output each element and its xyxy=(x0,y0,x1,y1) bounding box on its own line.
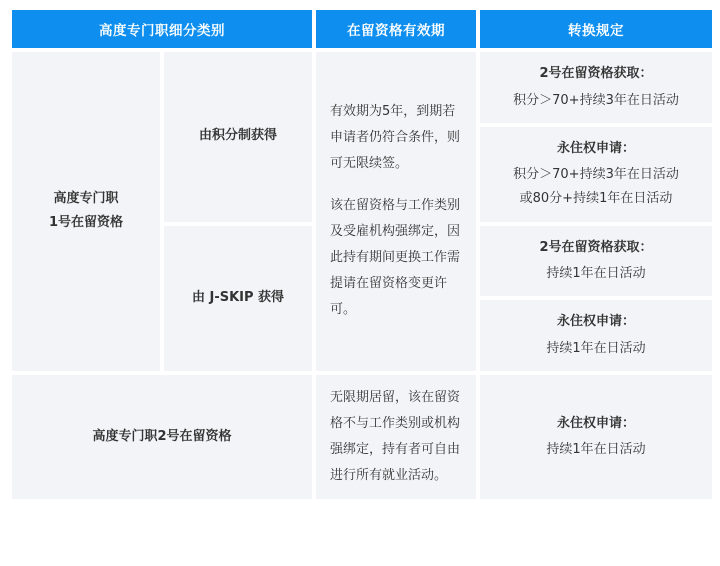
validity-paragraph-1: 有效期为5年，到期若申请者仍符合条件，则可无限续签。 xyxy=(330,104,461,172)
validity-cell-type2 xyxy=(316,375,476,499)
category-cell-type1 xyxy=(12,52,160,371)
category-label-type1-line1: 高度专门职 1号在留资格 xyxy=(48,190,124,231)
table-header-row xyxy=(12,10,712,48)
visa-comparison-table xyxy=(8,6,716,503)
conversion-line-2a: 积分＞70+持续3年在日活动 xyxy=(513,167,679,183)
validity-paragraph-type2: 无限期居留，该在留资格不与工作类别或机构强绑定，持有者可自由进行所有就业活动。 xyxy=(330,389,461,483)
conversion-title-5: 永住权申请： xyxy=(556,415,635,431)
table-row xyxy=(12,375,712,499)
conversion-title-1: 2号在留资格获取： xyxy=(539,66,653,81)
conversion-cell-5 xyxy=(480,375,712,499)
conversion-cell-2 xyxy=(480,127,712,222)
conversion-title-4: 永住权申请： xyxy=(556,314,635,330)
subcategory-cell-jskip: 由 J-SKIP 获得 xyxy=(164,226,312,371)
conversion-cell-4 xyxy=(480,300,712,371)
table-header xyxy=(12,10,712,48)
conversion-line-5: 持续1年在日活动 xyxy=(546,442,646,458)
conversion-title-2: 永住权申请： xyxy=(556,140,635,156)
conversion-title-3: 2号在留资格获取： xyxy=(539,239,653,255)
column-header-category: 高度专门职细分类别 xyxy=(12,10,312,48)
conversion-cell-3 xyxy=(480,226,712,297)
table-row xyxy=(12,52,712,123)
category-cell-type2: 高度专门职2号在留资格 xyxy=(12,375,312,499)
table-body xyxy=(12,52,712,499)
conversion-line-4: 持续1年在日活动 xyxy=(546,340,646,356)
validity-cell-type1 xyxy=(316,52,476,371)
conversion-cell-1 xyxy=(480,52,712,123)
validity-paragraph-2: 该在留资格与工作类别及受雇机构强绑定，因此持有期间更换工作需提请在留资格变更许可。 xyxy=(330,198,461,318)
column-header-validity: 在留资格有效期 xyxy=(316,10,476,48)
conversion-line-2b: 或80分+持续1年在日活动 xyxy=(519,191,673,207)
conversion-line-1: 积分＞70+持续3年在日活动 xyxy=(513,92,679,108)
subcategory-cell-points: 由积分制获得 xyxy=(164,52,312,222)
conversion-line-3: 持续1年在日活动 xyxy=(546,266,646,282)
column-header-conversion: 转换规定 xyxy=(480,10,712,48)
